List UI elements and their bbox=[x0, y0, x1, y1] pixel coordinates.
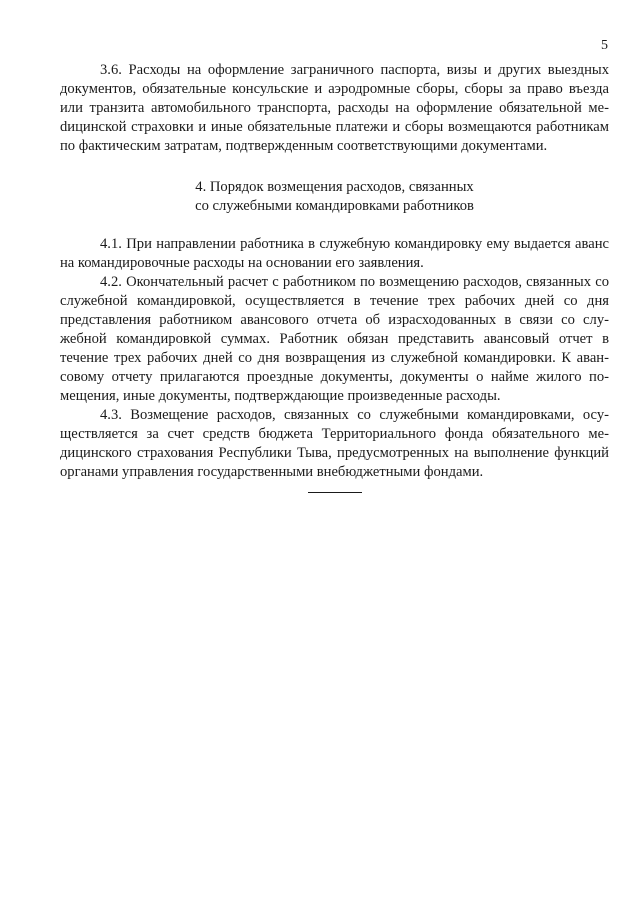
paragraph-4-1: 4.1. При направлении работника в служебную командировку ему выдается аванс на командировочные расходы на основании его заявления. bbox=[60, 236, 609, 271]
paragraph-3-6: 3.6. Расходы на оформление заграничного паспорта, визы и других выездных документов, обязательные консульские и аэродромные сборы, сборы за право въезда или транзита автомобильного транспорта, расходы на оформление обязательной меdицинской страховки и иные обязательные платежи и сборы возмещаются работникам по фактическим затратам, подтвержденным соответствующими документами. bbox=[60, 62, 609, 154]
section-4-heading bbox=[60, 178, 609, 216]
paragraph-4-2: 4.2. Окончательный расчет с работником по возмещению расходов, связанных со служебной командировкой, осуществляется в течение трех рабочих дней со дня представления работником авансового отчета об израсходованных в связи со служебной командировкой суммах. Работник обязан представить авансовый отчет в течение трех рабочих дней со дня возвращения из служебной командировки. К авансовому отчету прилагаются проездные документы, документы о найме жилого помещения, иные документы, подтверждающие произведенные расходы. bbox=[60, 274, 609, 404]
document-body bbox=[60, 61, 609, 482]
section-4-heading-line-2: со служебными командировками работников bbox=[195, 198, 474, 214]
section-4-heading-line-1: 4. Порядок возмещения расходов, связанных bbox=[195, 179, 474, 195]
end-separator-line bbox=[308, 492, 362, 493]
paragraph-4-3: 4.3. Возмещение расходов, связанных со служебными командировками, осуществляется за счет средств бюджета Территориального фонда обязательного медицинского страхования Республики Тыва, предусмотренных на выполнение функций органами управления государственными внебюджетными фондами. bbox=[60, 407, 609, 480]
page-number: 5 bbox=[601, 38, 608, 53]
